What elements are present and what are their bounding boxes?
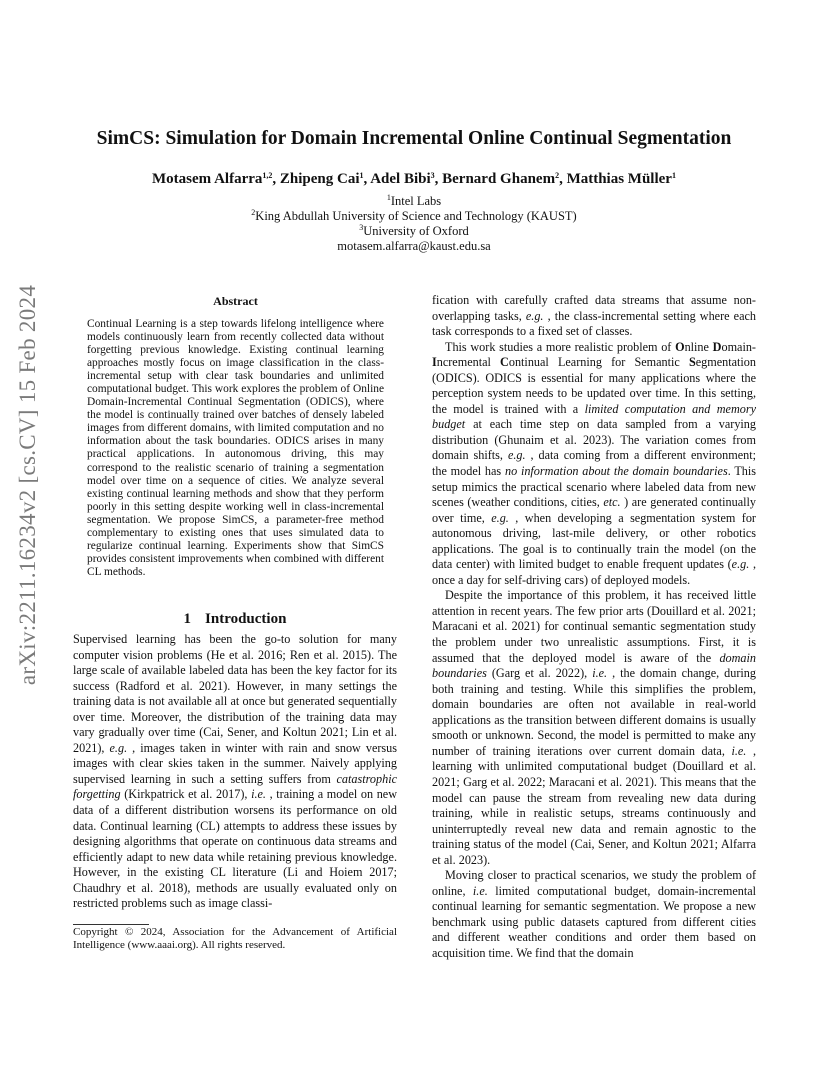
author: Matthias Müller$^1$ (566, 171, 676, 187)
author: Motasem Alfarra$^{1,2}$, (152, 171, 280, 187)
affiliation: $^1$Intel Labs (386, 193, 442, 208)
abstract-body: Continual Learning is a step towards lifelong intelligence where models continuously learn from recently collected data without forgetting previous knowledge. Existing continual learning approaches mostly focus on image classification in the class-incremental setup with clear task boundaries and unlimited computational budget. This work explores the problem of Online Domain-Incremental Continual Segmentation (ODICS), where the model is continually trained over batches of densely labeled images from different domains, with limited computation and no information about the task boundaries. ODICS arises in many practical applications. In autonomous driving, this may correspond to the realistic scenario of training a segmentation model over time on a sequence of cities. We analyze several existing continual learning methods and show that they perform poorly in this setting despite working well in class-incremental segmentation. We propose SimCS, a parameter-free method complementary to existing ones that uses simulated data to regularize continual learning. Experiments show that SimCS provides consistent improvements when combined with different CL methods. (87, 318, 384, 578)
paragraph: Supervised learning has been the go-to solution for many computer vision problems (He et al. 2016; Ren et al. 2015). The large scale of available labeled data has been the key factor for its success (Radford et al. 2021). However, in many settings the training data is not available all at once but generated sequentially over time. Moreover, the distribution of the training data may vary gradually over time (Cai, Sener, and Koltun 2021; Lin et al. 2021), e.g. , images taken in winter with rain and snow versus images with clear skies taken in the summer. Naively applying supervised learning in such a setting suffers from catastrophic forgetting (Kirkpatrick et al. 2017), i.e. , training a model on new data of a different distribution worsens its performance on old data. Continual learning (CL) attempts to address these issues by designing algorithms that operate on continuous data streams and efficiently adapt to new data while retaining previous knowledge. However, in the existing CL literature (Li and Hoiem 2017; Chaudhry et al. 2018), methods are usually evaluated only on restricted problems such as image classi- (73, 632, 397, 911)
footnote-rule (73, 924, 149, 925)
author: Bernard Ghanem$^2$, (442, 171, 567, 187)
paragraph: fication with carefully crafted data streams that assume non-overlapping tasks, e.g. , the class-incremental setting where each task corresponds to a fixed set of classes. (432, 293, 756, 339)
paragraph: Despite the importance of this problem, it has received little attention in recent years. The few prior arts (Douillard et al. 2021; Maracani et al. 2021) for continual semantic segmentation study the problem under two unrealistic assumptions. First, it is assumed that the deployed model is aware of the domain boundaries (Garg et al. 2022), i.e. , the domain change, during both training and testing. While this simplifies the problem, domain boundaries are often not available in real-world applications as the transition between different domains is usually smooth or unknown. Second, the model is permitted to make any number of training iterations over current domain data, i.e. , learning with unlimited computational budget (Douillard et al. 2021; Garg et al. 2022; Maracani et al. 2021). This means that the model can pause the stream from revealing new data during training, while in realistic setups, streams continuously and uninterruptedly reveal new data and remain agnostic to the training status of the model (Cai, Sener, and Koltun 2021; Alfarra et al. 2023). (432, 588, 756, 867)
affiliation: $^2$King Abdullah University of Science and Technology (KAUST) (251, 208, 577, 223)
paragraph: Moving closer to practical scenarios, we study the problem of online, i.e. limited computational budget, domain-incremental continual learning for semantic segmentation. We propose a new benchmark using public datasets captured from different cities and different weather conditions and order them based on acquisition time. We find that the domain (432, 868, 757, 960)
right-column-body (432, 293, 756, 962)
abstract-heading: Abstract (213, 294, 258, 308)
paragraph: This work studies a more realistic problem of Online Domain-Incremental Continual Learning for Semantic Segmentation (ODICS). ODICS is essential for many applications where the perception system needs to be updated over time. In this setting, the model is trained with a limited computation and memory budget at each time step on data sampled from a varying distribution (Ghunaim et al. 2023). The variation comes from domain shifts, e.g. , data coming from a different environment; the model has no information about the domain boundaries. This setup mimics the practical scenario where labeled data from new scenes (weather conditions, cities, etc. ) are generated continually over time, e.g. , when developing a segmentation system for autonomous driving, last-mile delivery, or other robotics applications. The goal is to continually train the model (on the data center) with limited budget to enable frequent updates (e.g. , once a day for self-driving cars) of deployed models. (432, 339, 756, 587)
copyright-footnote: Copyright © 2024, Association for the Advancement of Artificial Intelligence (www.aaai.org). All rights reserved. (73, 926, 397, 952)
author-email: motasem.alfarra@kaust.edu.sa (337, 239, 491, 253)
author: Zhipeng Cai$^1$, (279, 171, 371, 187)
affiliation: $^3$University of Oxford (359, 223, 469, 238)
arxiv-stamp-text: arXiv:2211.16234v2 [cs.CV] 15 Feb 2024 (15, 284, 40, 686)
arxiv-stamp (8, 284, 48, 686)
paper-title: SimCS: Simulation for Domain Incremental Online Continual Segmentation (96, 128, 732, 149)
left-column-body (73, 632, 397, 912)
author-list (0, 171, 828, 188)
author: Adel Bibi$^3$, (370, 171, 443, 187)
section-heading: 1 Introduction (183, 611, 287, 627)
